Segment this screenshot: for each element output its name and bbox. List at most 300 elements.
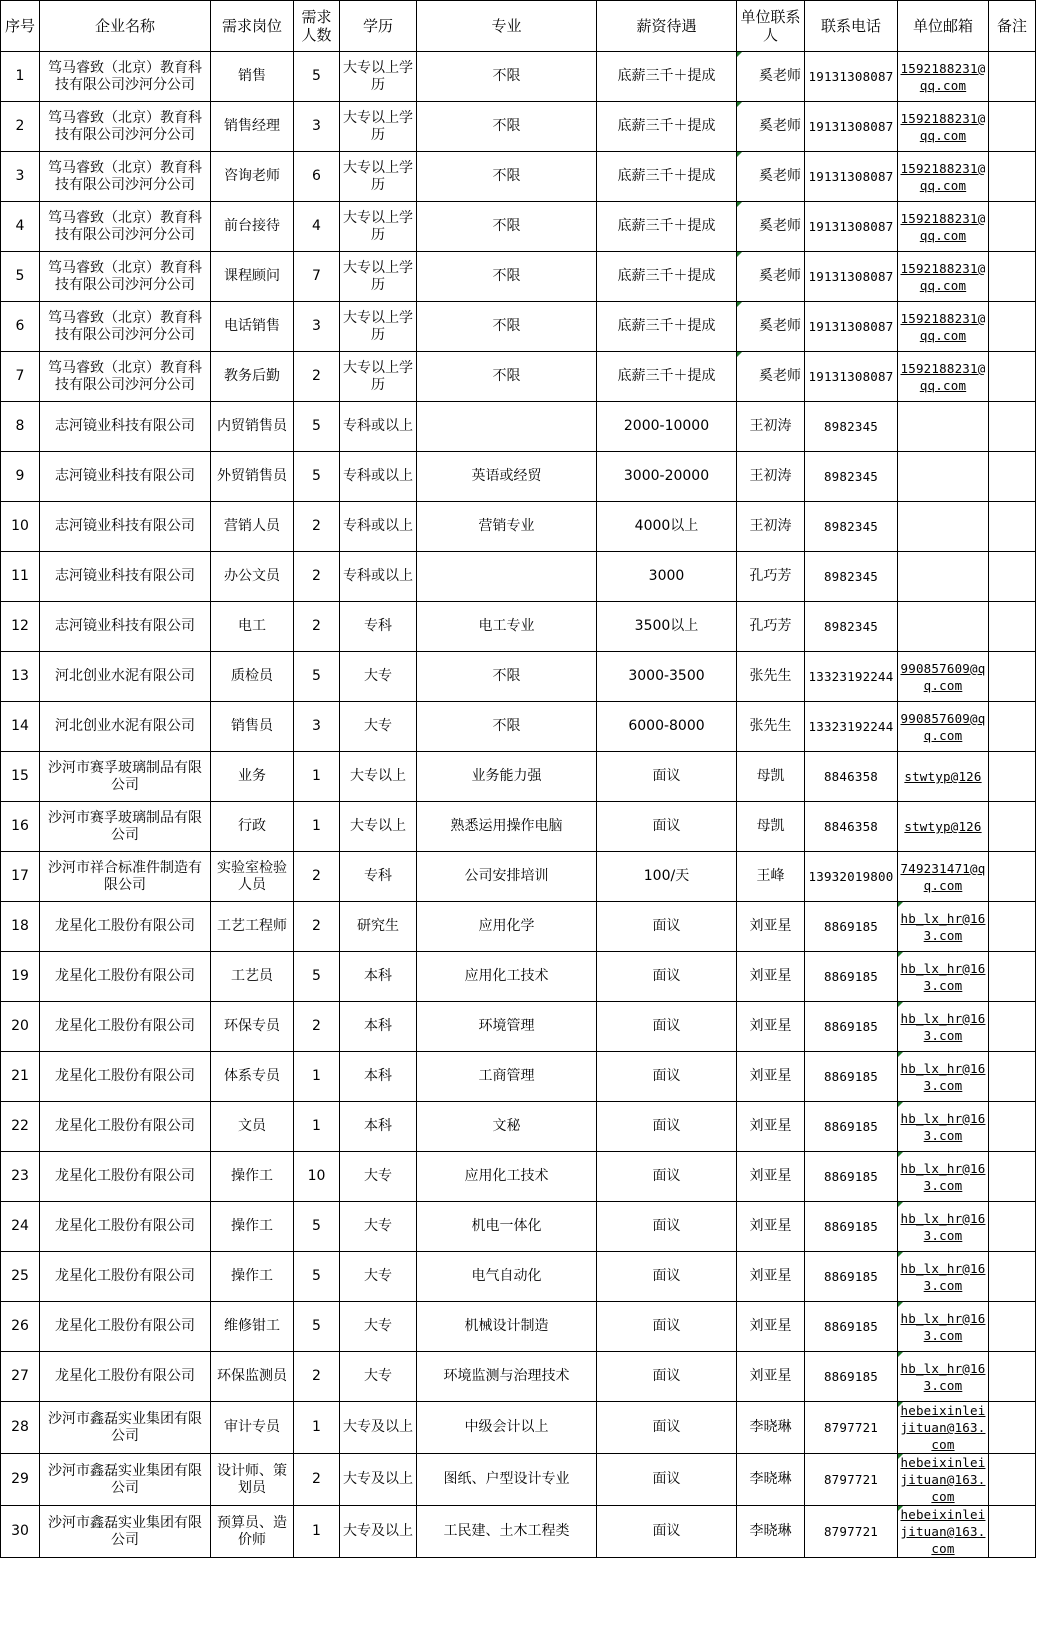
email-link[interactable]: hebeixinleijituan@163.com [900, 1403, 986, 1452]
cell-education: 专科或以上 [340, 552, 417, 602]
cell-note [989, 902, 1036, 952]
cell-email [898, 1152, 989, 1202]
cell-major: 不限 [417, 652, 597, 702]
email-link[interactable]: hb_lx_hr@163.com [900, 1060, 986, 1093]
cell-major: 电气自动化 [417, 1252, 597, 1302]
table-row [1, 252, 1036, 302]
cell-company: 龙星化工股份有限公司 [40, 1252, 211, 1302]
cell-salary: 底薪三千＋提成 [597, 252, 737, 302]
cell-email [898, 52, 989, 102]
cell-major: 不限 [417, 202, 597, 252]
cell-education: 本科 [340, 1102, 417, 1152]
cell-contact: 孔巧芳 [737, 552, 805, 602]
cell-company: 沙河市鑫磊实业集团有限公司 [40, 1454, 211, 1506]
cell-note [989, 1052, 1036, 1102]
cell-company: 龙星化工股份有限公司 [40, 1202, 211, 1252]
cell-company: 沙河市赛孚玻璃制品有限公司 [40, 752, 211, 802]
email-link[interactable]: hb_lx_hr@163.com [900, 1110, 986, 1143]
cell-major: 应用化学 [417, 902, 597, 952]
header-education: 学历 [340, 1, 417, 52]
cell-note [989, 1202, 1036, 1252]
cell-count: 3 [294, 702, 340, 752]
cell-count: 5 [294, 1202, 340, 1252]
cell-major: 不限 [417, 302, 597, 352]
cell-company: 龙星化工股份有限公司 [40, 1102, 211, 1152]
cell-education: 大专 [340, 702, 417, 752]
cell-phone: 13932019800 [805, 852, 898, 902]
cell-education: 专科或以上 [340, 452, 417, 502]
cell-no: 3 [1, 152, 40, 202]
cell-no: 11 [1, 552, 40, 602]
cell-salary: 面议 [597, 1506, 737, 1558]
cell-no: 10 [1, 502, 40, 552]
cell-email [898, 602, 989, 652]
cell-no: 18 [1, 902, 40, 952]
table-row [1, 1002, 1036, 1052]
table-row [1, 1052, 1036, 1102]
cell-contact: 刘亚星 [737, 1352, 805, 1402]
cell-email [898, 852, 989, 902]
cell-company: 笃马睿致（北京）教育科技有限公司沙河分公司 [40, 302, 211, 352]
cell-position: 维修钳工 [211, 1302, 294, 1352]
cell-major: 业务能力强 [417, 752, 597, 802]
cell-marker-icon [898, 1002, 903, 1007]
cell-note [989, 102, 1036, 152]
table-row [1, 402, 1036, 452]
cell-major: 不限 [417, 102, 597, 152]
cell-marker-icon [898, 1506, 903, 1511]
cell-education: 大专及以上 [340, 1402, 417, 1454]
cell-contact: 刘亚星 [737, 1302, 805, 1352]
cell-note [989, 1152, 1036, 1202]
cell-no: 23 [1, 1152, 40, 1202]
cell-marker-icon [737, 302, 742, 307]
cell-marker-icon [898, 1202, 903, 1207]
email-link[interactable]: hebeixinleijituan@163.com [900, 1507, 986, 1556]
table-row [1, 552, 1036, 602]
cell-education: 大专 [340, 1352, 417, 1402]
cell-phone: 13323192244 [805, 652, 898, 702]
cell-count: 1 [294, 802, 340, 852]
cell-education: 大专以上 [340, 752, 417, 802]
cell-count: 1 [294, 752, 340, 802]
cell-phone: 19131308087 [805, 352, 898, 402]
cell-no: 16 [1, 802, 40, 852]
email-link[interactable]: hb_lx_hr@163.com [900, 910, 986, 943]
cell-major: 文秘 [417, 1102, 597, 1152]
cell-position: 实验室检验人员 [211, 852, 294, 902]
cell-contact: 母凯 [737, 802, 805, 852]
cell-education: 大专以上学历 [340, 102, 417, 152]
cell-education: 本科 [340, 952, 417, 1002]
cell-contact: 奚老师 [737, 202, 805, 252]
email-link[interactable]: stwtyp@126 [904, 819, 982, 834]
cell-count: 7 [294, 252, 340, 302]
cell-count: 2 [294, 502, 340, 552]
email-link[interactable]: hb_lx_hr@163.com [900, 1360, 986, 1393]
cell-company: 笃马睿致（北京）教育科技有限公司沙河分公司 [40, 52, 211, 102]
cell-contact: 奚老师 [737, 352, 805, 402]
cell-company: 沙河市祥合标准件制造有限公司 [40, 852, 211, 902]
email-link[interactable]: 1592188231@qq.com [900, 60, 986, 93]
email-link[interactable]: hb_lx_hr@163.com [900, 1010, 986, 1043]
cell-contact: 奚老师 [737, 252, 805, 302]
cell-contact: 王初涛 [737, 452, 805, 502]
cell-phone: 8869185 [805, 902, 898, 952]
email-link[interactable]: hebeixinleijituan@163.com [900, 1455, 986, 1504]
cell-major: 熟悉运用操作电脑 [417, 802, 597, 852]
cell-no: 27 [1, 1352, 40, 1402]
email-link[interactable]: hb_lx_hr@163.com [900, 1260, 986, 1293]
cell-company: 沙河市鑫磊实业集团有限公司 [40, 1506, 211, 1558]
header-email: 单位邮箱 [898, 1, 989, 52]
cell-education: 大专以上学历 [340, 202, 417, 252]
cell-major: 不限 [417, 352, 597, 402]
cell-marker-icon [737, 102, 742, 107]
cell-no: 14 [1, 702, 40, 752]
cell-email [898, 552, 989, 602]
cell-education: 大专及以上 [340, 1506, 417, 1558]
cell-contact: 刘亚星 [737, 902, 805, 952]
cell-no: 9 [1, 452, 40, 502]
cell-count: 5 [294, 52, 340, 102]
table-row [1, 102, 1036, 152]
cell-salary: 100/天 [597, 852, 737, 902]
cell-position: 销售员 [211, 702, 294, 752]
cell-salary: 面议 [597, 902, 737, 952]
cell-contact: 李晓琳 [737, 1506, 805, 1558]
cell-major: 应用化工技术 [417, 1152, 597, 1202]
cell-note [989, 1402, 1036, 1454]
cell-position: 课程顾问 [211, 252, 294, 302]
cell-no: 1 [1, 52, 40, 102]
email-link[interactable]: hb_lx_hr@163.com [900, 1310, 986, 1343]
header-salary: 薪资待遇 [597, 1, 737, 52]
cell-position: 操作工 [211, 1152, 294, 1202]
cell-company: 志河镜业科技有限公司 [40, 452, 211, 502]
cell-email [898, 452, 989, 502]
cell-major: 英语或经贸 [417, 452, 597, 502]
cell-phone: 8869185 [805, 1052, 898, 1102]
cell-note [989, 202, 1036, 252]
cell-position: 外贸销售员 [211, 452, 294, 502]
cell-no: 22 [1, 1102, 40, 1152]
cell-count: 1 [294, 1052, 340, 1102]
cell-salary: 面议 [597, 1002, 737, 1052]
cell-note [989, 152, 1036, 202]
cell-education: 大专 [340, 1302, 417, 1352]
cell-no: 8 [1, 402, 40, 452]
cell-marker-icon [898, 1102, 903, 1107]
cell-education: 大专以上学历 [340, 352, 417, 402]
cell-company: 龙星化工股份有限公司 [40, 1052, 211, 1102]
cell-salary: 3000 [597, 552, 737, 602]
cell-email [898, 1252, 989, 1302]
table-row [1, 202, 1036, 252]
cell-position: 预算员、造价师 [211, 1506, 294, 1558]
cell-company: 志河镜业科技有限公司 [40, 602, 211, 652]
cell-position: 销售经理 [211, 102, 294, 152]
table-row [1, 352, 1036, 402]
cell-major: 不限 [417, 52, 597, 102]
cell-note [989, 1252, 1036, 1302]
cell-marker-icon [898, 1252, 903, 1257]
cell-phone: 19131308087 [805, 152, 898, 202]
cell-company: 笃马睿致（北京）教育科技有限公司沙河分公司 [40, 152, 211, 202]
cell-note [989, 1002, 1036, 1052]
cell-contact: 刘亚星 [737, 1102, 805, 1152]
cell-no: 15 [1, 752, 40, 802]
cell-position: 教务后勤 [211, 352, 294, 402]
cell-company: 龙星化工股份有限公司 [40, 952, 211, 1002]
cell-count: 1 [294, 1506, 340, 1558]
table-row [1, 852, 1036, 902]
cell-note [989, 502, 1036, 552]
cell-no: 4 [1, 202, 40, 252]
table-row [1, 1402, 1036, 1454]
cell-education: 本科 [340, 1052, 417, 1102]
header-row [1, 1, 1036, 52]
cell-note [989, 652, 1036, 702]
cell-email [898, 1302, 989, 1352]
email-link[interactable]: hb_lx_hr@163.com [900, 960, 986, 993]
cell-education: 专科 [340, 602, 417, 652]
cell-position: 电工 [211, 602, 294, 652]
cell-contact: 刘亚星 [737, 1202, 805, 1252]
cell-education: 本科 [340, 1002, 417, 1052]
cell-position: 内贸销售员 [211, 402, 294, 452]
cell-email [898, 1402, 989, 1454]
table-row [1, 902, 1036, 952]
cell-phone: 8869185 [805, 1102, 898, 1152]
email-link[interactable]: 1592188231@qq.com [900, 110, 986, 143]
header-no: 序号 [1, 1, 40, 52]
table-row [1, 52, 1036, 102]
cell-contact: 刘亚星 [737, 1152, 805, 1202]
cell-phone: 8797721 [805, 1454, 898, 1506]
cell-count: 5 [294, 452, 340, 502]
table-row [1, 502, 1036, 552]
cell-email [898, 102, 989, 152]
table-row [1, 752, 1036, 802]
cell-note [989, 452, 1036, 502]
email-link[interactable]: 1592188231@qq.com [900, 260, 986, 293]
cell-position: 办公文员 [211, 552, 294, 602]
cell-count: 6 [294, 152, 340, 202]
cell-count: 1 [294, 1402, 340, 1454]
cell-phone: 8982345 [805, 502, 898, 552]
cell-education: 专科或以上 [340, 502, 417, 552]
cell-major: 中级会计以上 [417, 1402, 597, 1454]
cell-position: 电话销售 [211, 302, 294, 352]
cell-marker-icon [898, 1402, 903, 1407]
cell-no: 7 [1, 352, 40, 402]
cell-salary: 面议 [597, 1202, 737, 1252]
cell-note [989, 552, 1036, 602]
table-row [1, 152, 1036, 202]
cell-position: 操作工 [211, 1202, 294, 1252]
cell-salary: 底薪三千＋提成 [597, 202, 737, 252]
cell-salary: 面议 [597, 952, 737, 1002]
header-company: 企业名称 [40, 1, 211, 52]
cell-note [989, 602, 1036, 652]
cell-note [989, 1352, 1036, 1402]
cell-education: 大专 [340, 1202, 417, 1252]
cell-education: 专科或以上 [340, 402, 417, 452]
cell-phone: 8797721 [805, 1506, 898, 1558]
cell-phone: 8869185 [805, 1352, 898, 1402]
cell-marker-icon [898, 1152, 903, 1157]
cell-marker-icon [898, 902, 903, 907]
cell-email [898, 1052, 989, 1102]
cell-salary: 6000-8000 [597, 702, 737, 752]
table-row [1, 802, 1036, 852]
cell-marker-icon [898, 1352, 903, 1357]
cell-contact: 刘亚星 [737, 1002, 805, 1052]
cell-position: 文员 [211, 1102, 294, 1152]
cell-contact: 奚老师 [737, 152, 805, 202]
cell-phone: 8846358 [805, 752, 898, 802]
table-row [1, 1506, 1036, 1558]
email-link[interactable]: 990857609@qq.com [900, 660, 986, 693]
cell-company: 志河镜业科技有限公司 [40, 552, 211, 602]
cell-count: 2 [294, 1454, 340, 1506]
cell-salary: 面议 [597, 1352, 737, 1402]
cell-phone: 8869185 [805, 1002, 898, 1052]
cell-company: 笃马睿致（北京）教育科技有限公司沙河分公司 [40, 102, 211, 152]
email-link[interactable]: 749231471@qq.com [900, 860, 986, 893]
table-row [1, 1102, 1036, 1152]
cell-email [898, 502, 989, 552]
cell-marker-icon [737, 202, 742, 207]
email-link[interactable]: 1592188231@qq.com [900, 310, 986, 343]
cell-salary: 3000-20000 [597, 452, 737, 502]
cell-contact: 王峰 [737, 852, 805, 902]
cell-salary: 面议 [597, 1102, 737, 1152]
cell-salary: 面议 [597, 802, 737, 852]
email-link[interactable]: 1592188231@qq.com [900, 160, 986, 193]
cell-marker-icon [737, 252, 742, 257]
cell-count: 2 [294, 1002, 340, 1052]
cell-marker-icon [898, 1302, 903, 1307]
cell-position: 行政 [211, 802, 294, 852]
cell-major: 不限 [417, 252, 597, 302]
cell-salary: 面议 [597, 1402, 737, 1454]
cell-email [898, 1002, 989, 1052]
cell-salary: 面议 [597, 1302, 737, 1352]
cell-contact: 王初涛 [737, 402, 805, 452]
cell-email [898, 902, 989, 952]
cell-email [898, 402, 989, 452]
cell-company: 龙星化工股份有限公司 [40, 1352, 211, 1402]
cell-no: 17 [1, 852, 40, 902]
cell-education: 大专及以上 [340, 1454, 417, 1506]
email-link[interactable]: 1592188231@qq.com [900, 360, 986, 393]
cell-phone: 19131308087 [805, 252, 898, 302]
cell-count: 2 [294, 902, 340, 952]
table-row [1, 302, 1036, 352]
cell-count: 3 [294, 302, 340, 352]
cell-education: 大专 [340, 1152, 417, 1202]
cell-email [898, 1202, 989, 1252]
cell-position: 审计专员 [211, 1402, 294, 1454]
cell-salary: 面议 [597, 1052, 737, 1102]
cell-no: 20 [1, 1002, 40, 1052]
cell-company: 志河镜业科技有限公司 [40, 502, 211, 552]
cell-count: 2 [294, 852, 340, 902]
table-row [1, 652, 1036, 702]
cell-position: 前台接待 [211, 202, 294, 252]
cell-note [989, 1302, 1036, 1352]
cell-no: 5 [1, 252, 40, 302]
cell-marker-icon [898, 952, 903, 957]
cell-education: 专科 [340, 852, 417, 902]
cell-major: 环境监测与治理技术 [417, 1352, 597, 1402]
cell-email [898, 952, 989, 1002]
email-link[interactable]: hb_lx_hr@163.com [900, 1210, 986, 1243]
cell-email [898, 702, 989, 752]
table-row [1, 1302, 1036, 1352]
cell-phone: 8797721 [805, 1402, 898, 1454]
header-position: 需求岗位 [211, 1, 294, 52]
email-link[interactable]: 1592188231@qq.com [900, 210, 986, 243]
cell-company: 志河镜业科技有限公司 [40, 402, 211, 452]
cell-phone: 8982345 [805, 602, 898, 652]
table-row [1, 452, 1036, 502]
cell-company: 龙星化工股份有限公司 [40, 1002, 211, 1052]
cell-phone: 8982345 [805, 402, 898, 452]
cell-count: 5 [294, 652, 340, 702]
cell-no: 26 [1, 1302, 40, 1352]
cell-major: 工民建、土木工程类 [417, 1506, 597, 1558]
table-row [1, 1252, 1036, 1302]
cell-salary: 面议 [597, 1252, 737, 1302]
cell-phone: 8869185 [805, 1252, 898, 1302]
cell-count: 2 [294, 602, 340, 652]
cell-note [989, 252, 1036, 302]
cell-major [417, 552, 597, 602]
cell-marker-icon [737, 52, 742, 57]
cell-no: 28 [1, 1402, 40, 1454]
cell-count: 5 [294, 1302, 340, 1352]
cell-salary: 3500以上 [597, 602, 737, 652]
cell-contact: 王初涛 [737, 502, 805, 552]
cell-position: 体系专员 [211, 1052, 294, 1102]
cell-note [989, 752, 1036, 802]
email-link[interactable]: hb_lx_hr@163.com [900, 1160, 986, 1193]
cell-position: 业务 [211, 752, 294, 802]
cell-note [989, 52, 1036, 102]
cell-salary: 2000-10000 [597, 402, 737, 452]
cell-major: 电工专业 [417, 602, 597, 652]
cell-salary: 3000-3500 [597, 652, 737, 702]
cell-marker-icon [898, 1052, 903, 1057]
header-count: 需求人数 [294, 1, 340, 52]
cell-email [898, 1352, 989, 1402]
cell-phone: 19131308087 [805, 102, 898, 152]
table-row [1, 602, 1036, 652]
cell-contact: 孔巧芳 [737, 602, 805, 652]
cell-position: 工艺工程师 [211, 902, 294, 952]
cell-no: 25 [1, 1252, 40, 1302]
cell-count: 2 [294, 552, 340, 602]
cell-major: 机电一体化 [417, 1202, 597, 1252]
cell-major: 图纸、户型设计专业 [417, 1454, 597, 1506]
header-contact: 单位联系人 [737, 1, 805, 52]
cell-major: 环境管理 [417, 1002, 597, 1052]
email-link[interactable]: stwtyp@126 [904, 769, 982, 784]
email-link[interactable]: 990857609@qq.com [900, 710, 986, 743]
